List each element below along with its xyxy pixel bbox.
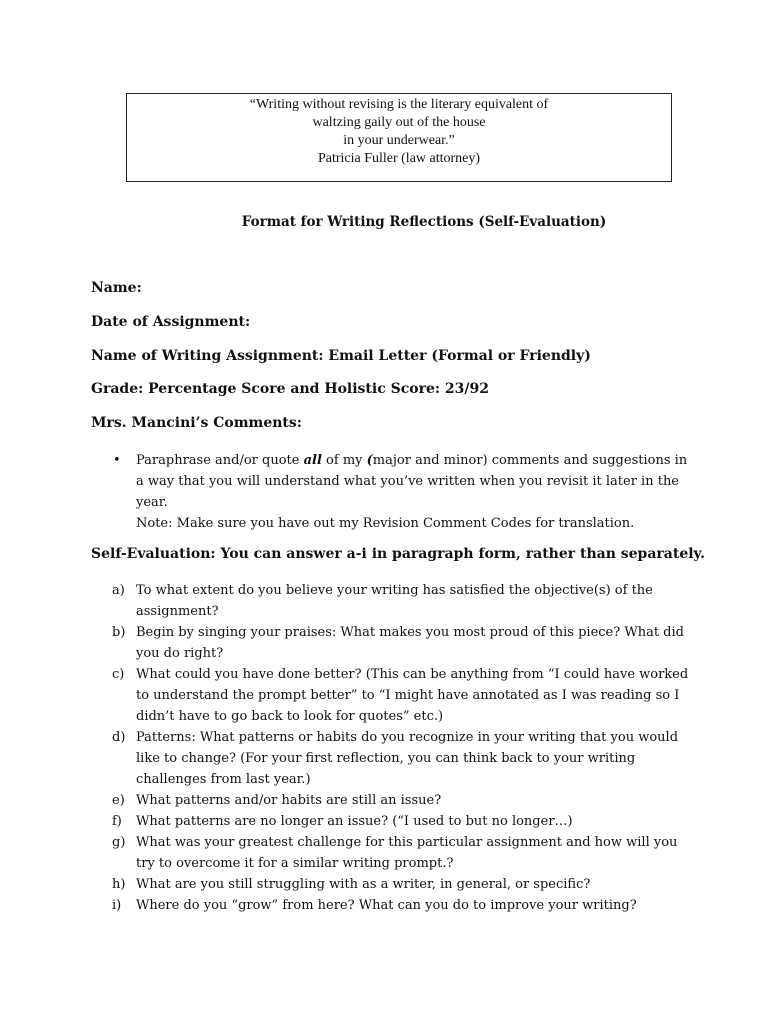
question-letter: a) [112, 583, 125, 598]
question-line: Begin by singing your praises: What makes you most proud of this piece? What did [136, 625, 684, 640]
question-list [112, 580, 702, 916]
page-title: Format for Writing Reflections (Self-Evaluation) [241, 214, 607, 230]
comments-bullet [113, 450, 693, 534]
bullet-text [136, 450, 693, 534]
bullet-text-part: Paraphrase and/or quote [136, 453, 304, 468]
bullet-icon: • [113, 453, 121, 468]
question-line: you do right? [136, 646, 224, 661]
question-item [112, 811, 702, 832]
question-line: Patterns: What patterns or habits do you recognize in your writing that you would [136, 730, 679, 745]
question-text [136, 790, 702, 811]
question-item [112, 832, 702, 874]
question-text [136, 664, 702, 727]
question-line: like to change? (For your first reflection, you can think back to your writing [136, 751, 636, 766]
bullet-line: a way that you will understand what you’ve written when you revisit it later in the [136, 474, 680, 489]
quote-box [126, 93, 672, 182]
self-evaluation-heading: Self-Evaluation: You can answer a-i in paragraph form, rather than separately. [91, 546, 705, 562]
question-line: didn’t have to go back to look for quotes” etc.) [136, 709, 444, 724]
quote-attribution: Patricia Fuller (law attorney) [317, 151, 481, 166]
bullet-text-part: of my [321, 453, 367, 468]
bullet-note: Note: Make sure you have out my Revision Comment Codes for translation. [136, 516, 635, 531]
question-letter: e) [112, 793, 125, 808]
question-line: assignment? [136, 604, 219, 619]
question-text [136, 832, 702, 874]
question-letter: d) [112, 730, 126, 745]
question-item [112, 874, 702, 895]
question-item [112, 664, 702, 727]
question-item [112, 727, 702, 790]
question-line: Where do you “grow” from here? What can you do to improve your writing? [136, 898, 637, 913]
assignment-field-label: Name of Writing Assignment: Email Letter (Formal or Friendly) [91, 348, 591, 364]
question-item [112, 895, 702, 916]
question-text [136, 580, 702, 622]
bullet-line [136, 450, 693, 471]
question-text [136, 727, 702, 790]
bullet-text-part: major and minor) comments and suggestions in [372, 453, 688, 468]
bullet-line: year. [136, 495, 168, 510]
question-line: challenges from last year.) [136, 772, 311, 787]
question-line: What are you still struggling with as a writer, in general, or specific? [136, 877, 591, 892]
grade-field-label: Grade: Percentage Score and Holistic Score: 23/92 [91, 381, 489, 397]
bullet-emphasis: all [303, 453, 322, 468]
question-line: What patterns and/or habits are still an issue? [136, 793, 442, 808]
question-item [112, 580, 702, 622]
bullet-emphasis: ( [366, 453, 373, 468]
question-item [112, 790, 702, 811]
question-line: What was your greatest challenge for this particular assignment and how will you [136, 835, 678, 850]
question-item [112, 622, 702, 664]
question-letter: b) [112, 625, 126, 640]
question-line: What patterns are no longer an issue? (“I used to but no longer…) [136, 814, 573, 829]
quote-line: in your underwear.” [343, 133, 455, 148]
question-text [136, 895, 702, 916]
question-text [136, 811, 702, 832]
question-text [136, 874, 702, 895]
question-letter: g) [112, 835, 126, 850]
question-letter: c) [112, 667, 125, 682]
question-letter: i) [112, 898, 122, 913]
question-line: What could you have done better? (This can be anything from “I could have worked [136, 667, 689, 682]
date-field-label: Date of Assignment: [91, 314, 251, 330]
quote-line: “Writing without revising is the literary equivalent of [249, 97, 549, 112]
quote-line: waltzing gaily out of the house [312, 115, 486, 130]
comments-field-label: Mrs. Mancini’s Comments: [91, 415, 302, 431]
question-letter: f) [112, 814, 122, 829]
question-line: try to overcome it for a similar writing prompt.? [136, 856, 454, 871]
question-line: To what extent do you believe your writing has satisfied the objective(s) of the [136, 583, 653, 598]
question-line: to understand the prompt better” to “I might have annotated as I was reading so I [136, 688, 680, 703]
question-letter: h) [112, 877, 126, 892]
question-text [136, 622, 702, 664]
name-field-label: Name: [91, 280, 142, 296]
